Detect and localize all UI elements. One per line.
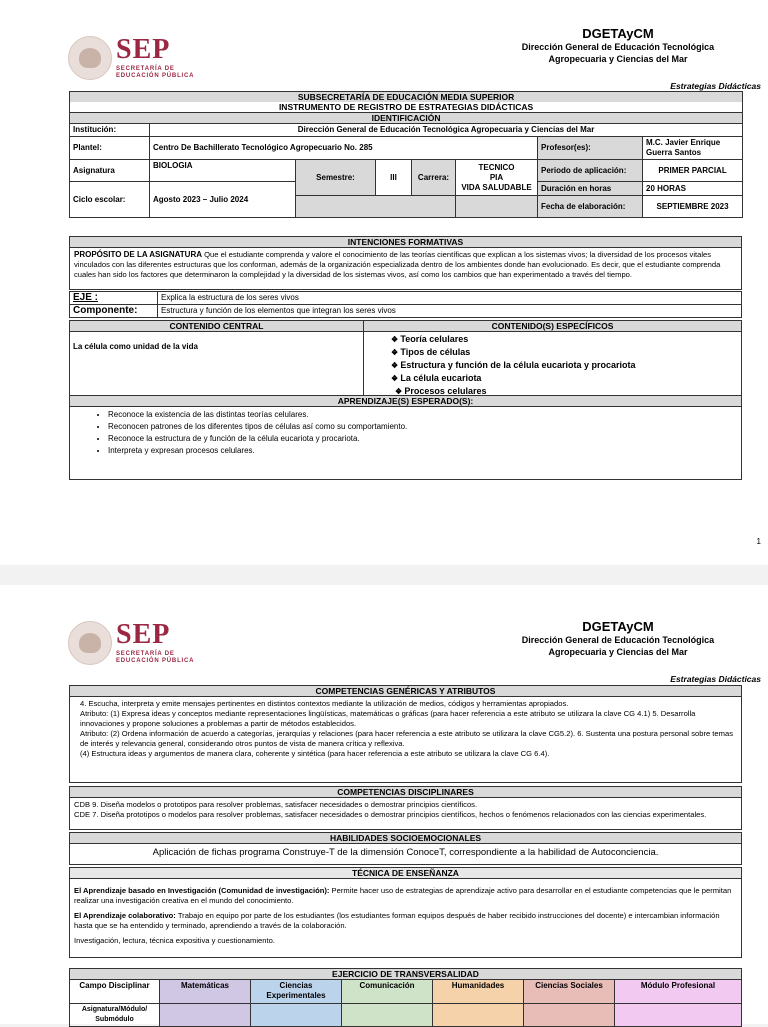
list-item: ❖ Estructura y función de la célula eucariota y procariota (391, 359, 738, 372)
intenciones-formativas: INTENCIONES FORMATIVAS PROPÓSITO DE LA ASIGNATURA Que el estudiante comprenda y valore el conocimiento de las teorías científicas que explican a los sistemas vivos; la diversidad de los procesos vitales vinculados con las diferentes estructuras que los conforman, además de la organización especializada dentro de los ambientes donde han evolucionado. Es decir, que el estudiante comprenda cuales han sido los factores que determinaron la complejidad y la diversidad de los sistemas vivos, así como los cambios que han experimentado a través del tiempo. (69, 236, 742, 290)
socio-text: Aplicación de fichas programa Construye-T de la dimensión ConoceT, correspondiente a la habilidad de Autoconciencia. (152, 847, 659, 858)
contenidos-table: CONTENIDO CENTRAL CONTENIDO(S) ESPECÍFICOS La célula como unidad de la vida ❖ Teoría celulares ❖ Tipos de células ❖ Estructura y función de la célula eucariota y procariota ❖ La célula eucariota ❖ Procesos celulares (69, 320, 742, 400)
plantel-value: Centro De Bachillerato Tecnológico Agropecuario No. 285 (150, 137, 538, 160)
doc-type: Estrategias Didácticas (670, 81, 761, 91)
list-item: ❖ La célula eucariota (391, 372, 738, 385)
sep-logo: SEP SECRETARÍA DE EDUCACIÓN PÚBLICA (68, 36, 203, 80)
list-item: ❖ Procesos celulares (391, 385, 738, 398)
asignatura-value: BIOLOGIA (150, 160, 296, 182)
list-item: • Interpreta y expresan procesos celulares. (108, 445, 741, 457)
aprendizajes-list (70, 409, 741, 457)
semestre-value: III (376, 160, 412, 196)
doc-type: Estrategias Didácticas (670, 674, 761, 684)
agency-header: DGETAyCM Dirección General de Educación Tecnológica Agropecuaria y Ciencias del Mar (521, 26, 715, 64)
periodo-value: PRIMER PARCIAL (643, 160, 743, 182)
competencias-genericas: COMPETENCIAS GENÉRICAS Y ATRIBUTOS 4. Escucha, interpreta y emite mensajes pertinentes en distintos contextos mediante la utilización de medios, códigos y herramientas apropiados. Atributo: (1) Expresa ideas y conceptos mediante representaciones lingüísticas, matemáticas o gráficas (para hacer referencia a este atributo se utilizara la clave CG 4.1) 5. Desarrolla innovaciones y propone soluciones a problemas a partir de métodos establecidos. Atributo: (2) Ordena información de acuerdo a categorías, jerarquías y relaciones (para hacer referencia a este atributo se utilizara la clave CG5.2). 6. Sustenta una postura personal sobre temas de interés y relevancia general, considerando otros puntos de vista de manera crítica y reflexiva. (4) Estructura ideas y argumentos de manera clara, coherente y sintética (para hacer referencia a este atributo se utilizara la clave CG 6.4). (69, 685, 742, 783)
list-item: ❖ Teoría celulares (391, 333, 738, 346)
list-item: • Reconocen patrones de los diferentes tipos de células así como su comportamiento. (108, 421, 741, 433)
list-item: ❖ Tipos de células (391, 346, 738, 359)
proposito-text: Que el estudiante comprenda y valore el conocimiento de las teorías científicas que explican a los sistemas vivos; la diversidad de los procesos vitales vinculados con las diferentes estructuras que los conforman, además de la organización especializada dentro de los ambientes donde han evolucionado. Es decir, que el estudiante comprenda cuales han sido los factores que determinaron la complejidad y la diversidad de los sistemas vivos, así como los cambios que han experimentado a través del tiempo. (74, 250, 721, 279)
aprendizajes-esperados: APRENDIZAJE(S) ESPERADO(S): • Reconoce la existencia de las distintas teorías celulares. • Reconocen patrones de los diferentes tipos de células así como su comportamiento. • Reconoce la estructura de y función de la célula eucariota y procariota. • Interpreta y expresan procesos celulares. (69, 395, 742, 480)
tecnica-ensenanza: TÉCNICA DE ENSEÑANZA El Aprendizaje basado en Investigación (Comunidad de investigación): Permite hacer uso de estrategias de aprendizaje activo para desarrollar en el estudiante competencias que le permitan realizar una investigación creativa en el mundo del conocimiento. El Aprendizaje colaborativo: Trabajo en equipo por parte de los estudiantes (los estudiantes forman equipos después de haber recibido instrucciones del docente) e intercambian información hasta que se ha entendido y terminado, aprendiendo a través de la colaboración. Investigación, lectura, técnica expositiva y cuestionamiento. (69, 867, 742, 958)
agency-header: DGETAyCM Dirección General de Educación Tecnológica Agropecuaria y Ciencias del Mar (521, 619, 715, 657)
page-number: 1 (756, 537, 761, 546)
proposito-label: PROPÓSITO DE LA ASIGNATURA (74, 250, 203, 259)
contenido-central-value: La célula como unidad de la vida (70, 332, 364, 400)
mexico-seal-icon (68, 36, 112, 80)
page-2 (0, 585, 768, 1024)
identification-table: SUBSECRETARÍA DE EDUCACIÓN MEDIA SUPERIOR INSTRUMENTO DE REGISTRO DE ESTRATEGIAS DIDÁCTICAS IDENTIFICACIÓN Institución: Dirección General de Educación Tecnológica Agropecuaria y Ciencias del Mar Plantel: Centro De Bachillerato Tecnológico Agropecuario No. 285 Profesor(es): M.C. Javier Enrique Guerra Santos Asignatura BIOLOGIA Semestre: III Carrera: TECNICO PIA VIDA SALUDABLE Periodo de aplicación: PRIMER PARCIAL Ciclo escolar: Agosto 2023 – Julio 2024 Duración en horas 20 HORAS Fecha de elaboración: SEPTIEMBRE 2023 (69, 91, 743, 218)
ciclo-value: Agosto 2023 – Julio 2024 (150, 182, 296, 218)
eje-value: Explica la estructura de los seres vivos (158, 292, 742, 305)
eje-table: EJE : Explica la estructura de los seres vivos Componente: Estructura y función de los elementos que integran los seres vivos (69, 291, 742, 318)
contenidos-especificos-list (367, 333, 738, 398)
ident-header: IDENTIFICACIÓN (70, 113, 743, 124)
profesor-value: M.C. Javier Enrique Guerra Santos (643, 137, 743, 160)
duracion-value: 20 HORAS (643, 182, 743, 196)
fecha-value: SEPTIEMBRE 2023 (643, 196, 743, 218)
list-item: • Reconoce la existencia de las distintas teorías celulares. (108, 409, 741, 421)
habilidades-socioemocionales: HABILIDADES SOCIOEMOCIONALES Aplicación de fichas programa Construye-T de la dimensión ConoceT, correspondiente a la habilidad de Autoconciencia. (69, 832, 742, 865)
mexico-seal-icon (68, 621, 112, 665)
carrera-value: TECNICO PIA VIDA SALUDABLE (456, 160, 538, 196)
institucion-value: Dirección General de Educación Tecnológica Agropecuaria y Ciencias del Mar (150, 124, 743, 137)
componente-value: Estructura y función de los elementos que integran los seres vivos (158, 305, 742, 318)
competencias-disciplinares: COMPETENCIAS DISCIPLINARES CDB 9. Diseña modelos o prototipos para resolver problemas, satisfacer necesidades o demostrar principios científicos. CDE 7. Diseña prototipos o modelos para resolver problemas, satisfacer necesidades o demostrar principios científicos, hechos o fenómenos relacionados con las ciencias experimentales. (69, 786, 742, 830)
transversalidad-table: EJERCICIO DE TRANSVERSALIDAD Campo Disciplinar Matemáticas Ciencias Experimentales Comunicación Humanidades Ciencias Sociales Módulo Profesional Asignatura/Módulo/ Submódulo (69, 968, 742, 1027)
title-2: INSTRUMENTO DE REGISTRO DE ESTRATEGIAS DIDÁCTICAS (70, 102, 743, 113)
title-1: SUBSECRETARÍA DE EDUCACIÓN MEDIA SUPERIOR (70, 92, 743, 103)
list-item: • Reconoce la estructura de y función de la célula eucariota y procariota. (108, 433, 741, 445)
sep-logo: SEP SECRETARÍA DE EDUCACIÓN PÚBLICA (68, 621, 203, 665)
